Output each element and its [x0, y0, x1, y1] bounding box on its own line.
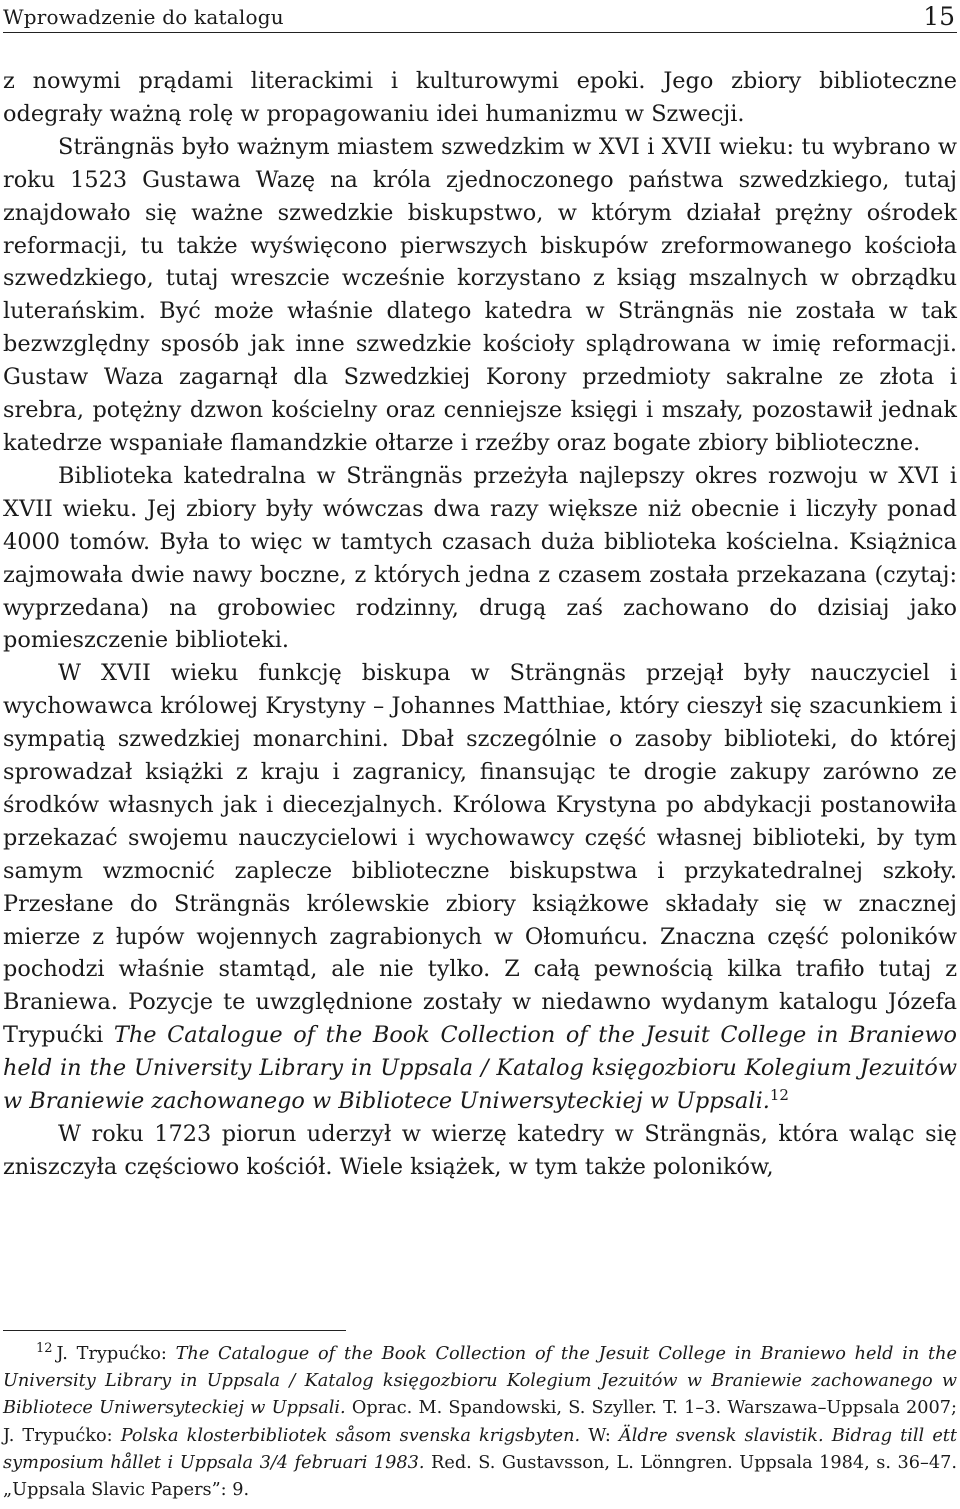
- paragraph-cathedral-library: Biblioteka katedralna w Strängnäs przeżyła najlepszy okres rozwoju w XVI i XVII wieku. Jej zbiory były wówczas dwa razy większe niż obecnie i liczyły ponad 4000 tomów. Była to więc w tamtych czasach duża biblioteka kościelna. Książnica zajmowała dwie nawy boczne, z których jedna z czasem została przekazana (czytaj: wyprzedana) na grobowiec rodzinny, drugą zaś zachowano do dzisiaj jako pomieszczenie biblioteki.: [3, 462, 957, 654]
- footnote-italic-title: The Catalogue of the Book Collection of the Jesuit College in Braniewo held in the University Library in Uppsala / Katalog księgozbioru Kolegium Jezuitów w Braniewie zachowanego w Bibliotece Uniwersyteckiej w Uppsali.: [3, 1344, 957, 1419]
- catalogue-title: The Catalogue of the Book Collection of the Jesuit College in Braniewo held in the University Library in Uppsala / Katalog księgozbioru Kolegium Jezuitów w Braniewie zachowanego w Bibliotece Uniwersyteckiej w Uppsali.: [3, 1022, 957, 1115]
- footnote-reference[interactable]: 12: [769, 1086, 789, 1105]
- footnote-text: Red. S. Gustavsson, L. Lönngren. Uppsala 1984, s. 36–47. „Uppsala Slavic Papers”: 9.: [3, 1452, 957, 1501]
- paragraph-strangnas-city: Strängnäs było ważnym miastem szwedzkim w XVI i XVII wieku: tu wybrano w roku 1523 Gustawa Wazę na króla zjednoczonego państwa szwedzkiego, tutaj znajdowało się ważne szwedzkie biskupstwo, w którym działał prężny ośrodek reformacji, tu także wyświęcono pierwszych biskupów zreformowanego kościoła szwedzkiego, tutaj wreszcie wcześnie korzystano z ksiąg mszalnych w obrządku luterańskim. Być może właśnie dlatego katedra w Strängnäs nie została w tak bezwzględny sposób jak inne szwedzkie kościoły splądrowana w imię reformacji. Gustaw Waza zagarnął dla Szwedzkiej Korony przedmioty sakralne ze złota i srebra, potężny dzwon kościelny oraz cenniejsze księgi i mszały, pozostawił jednak katedrze wspaniałe flamandzkie ołtarze i rzeźby oraz bogate zbiory biblioteczne.: [3, 133, 957, 456]
- page-number: 15: [923, 2, 955, 31]
- paragraph-johannes-matthiae: [3, 657, 957, 1118]
- footnote-separator: [3, 1330, 346, 1331]
- body-text: [3, 65, 957, 1184]
- footnote-italic-title: Äldre svensk slavistik. Bidrag till ett symposium hållet i Uppsala 3/4 februari 1983.: [3, 1425, 957, 1473]
- paragraph-lightning-1723: W roku 1723 piorun uderzył w wierzę katedry w Strängnäs, która waląc się zniszczyła częściowo kościół. Wiele książek, w tym także poloników,: [3, 1121, 957, 1180]
- footnote-text: W:: [580, 1425, 619, 1446]
- running-header: [3, 2, 957, 33]
- running-title: Wprowadzenie do katalogu: [3, 5, 284, 29]
- footnote-text: Oprac. M. Spandowski, S. Szyller. T. 1–3. Warszawa–Uppsala 2007; J. Trypućko:: [3, 1398, 957, 1446]
- footnote-mark: 12: [36, 1341, 53, 1356]
- footnote-12: [3, 1341, 957, 1504]
- paragraph-text: W XVII wieku funkcję biskupa w Strängnäs przejął były nauczyciel i wychowawca królowej Krystyny – Johannes Matthiae, który cieszył się szacunkiem i sympatią szwedzkiej monarchini. Dbał szczególnie o zasoby biblioteki, do której sprowadzał książki z kraju i zagranicy, finansując te drogie zakupy zarówno ze środków własnych jak i diecezjalnych. Królowa Krystyna po abdykacji postanowiła przekazać swojemu nauczycielowi i wychowawcy część własnej biblioteki, by tym samym wzmocnić zaplecze biblioteczne biskupstwa i przykatedralnej szkoły. Przesłane do Strängnäs królewskie zbiory książkowe składały się w znacznej mierze z łupów wojennych zagrabionych w Ołomuńcu. Znaczna część poloników pochodzi właśnie stamtąd, ale nie tylko. Z całą pewnością kilka trafiło tutaj z Braniewa. Pozycje te uwzględnione zostały w niedawno wydanym katalogu Józefa Trypućki: [3, 660, 957, 1049]
- footnote-italic-title: Polska klosterbibliotek såsom svenska krigsbyten.: [120, 1425, 581, 1446]
- paragraph-continued: z nowymi prądami literackimi i kulturowymi epoki. Jego zbiory biblioteczne odegrały ważną rolę w propagowaniu idei humanizmu w Szwecji.: [3, 68, 957, 127]
- footnote-text: J. Trypućko:: [56, 1344, 176, 1364]
